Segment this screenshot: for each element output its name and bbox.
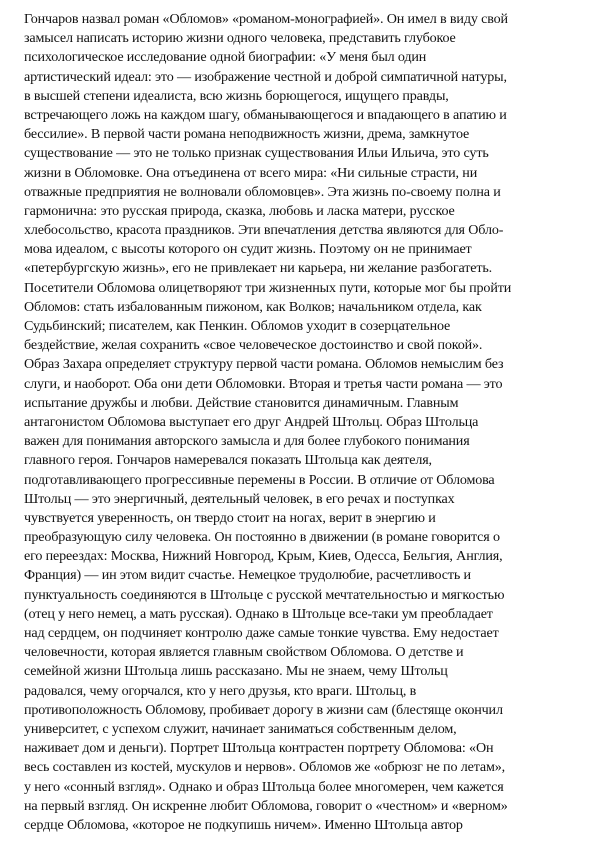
text-line: сердце Обломова, «которое не подкупишь ничем». Именно Штольца автор — [24, 816, 463, 833]
text-line: Штольц — это энергичный, деятельный человек, в его речах и поступках — [24, 490, 455, 507]
text-line: мова идеалом, с высоты которого он судит жизнь. Поэтому он не принимает — [24, 241, 472, 258]
text-line: важен для понимания авторского замысла и для более глубокого понимания — [24, 433, 470, 450]
text-line: на первый взгляд. Он искренне любит Обломова, говорит о «честном» и «верном» — [24, 797, 508, 814]
text-line: существование — это не только признак существования Ильи Ильича, это суть — [24, 145, 489, 162]
text-line: гармонична: это русская природа, сказка, любовь и ласка матери, русское — [24, 202, 455, 219]
text-line: противоположность Обломову, пробивает дорогу в жизни сам (блестяще окончил — [24, 701, 503, 718]
body-text — [24, 10, 584, 835]
text-line: пунктуальность соединяются в Штольце с русской мечтательностью и мягкостью — [24, 586, 505, 603]
text-line: радовался, чему огорчался, кто у него друзья, кто враги. Штольц, в — [24, 682, 417, 699]
text-line: подготавливающего прогрессивные перемены в России. В отличие от Обломова — [24, 471, 495, 488]
text-line: бессилие». В первой части романа неподвижность жизни, дрема, замкнутое — [24, 126, 470, 143]
text-line: Посетители Обломова олицетворяют три жизненных пути, которые мог бы пройти — [24, 279, 512, 296]
text-line: у него «сонный взгляд». Однако и образ Штольца более многомерен, чем кажется — [24, 778, 504, 795]
text-line: отважные предприятия не волновали обломовцев». Эта жизнь по-своему полна и — [24, 183, 501, 200]
text-line: бездействие, желая сохранить «свое человеческое достоинство и свой покой». — [24, 337, 483, 354]
text-line: (отец у него немец, а мать русская). Однако в Штольце все-таки ум преобладает — [24, 605, 493, 622]
text-line: в высшей степени идеалиста, всю жизнь борющегося, ищущего правды, — [24, 87, 449, 104]
text-line: преобразующую силу человека. Он постоянно в движении (в романе говорится о — [24, 529, 500, 546]
text-line: жизни в Обломовке. Она отъединена от всего мира: «Ни сильные страсти, ни — [24, 164, 478, 181]
text-line: его переездах: Москва, Нижний Новгород, Крым, Киев, Одесса, Бельгия, Англия, — [24, 548, 503, 565]
text-line: чувствуется уверенность, он твердо стоит на ногах, верит в энергию и — [24, 509, 436, 526]
text-line: Судьбинский; писателем, как Пенкин. Обломов уходит в созерцательное — [24, 318, 451, 334]
text-line: Гончаров назвал роман «Обломов» «романом-монографией». Он имел в виду свой — [24, 11, 508, 27]
text-line: семейной жизни Штольца лишь рассказано. Мы не знаем, чему Штольц — [24, 663, 448, 680]
text-line: встречающего ложь на каждом шагу, обманывающегося и впадающего в апатию и — [24, 106, 507, 123]
text-line: слуги, и наоборот. Оба они дети Обломовки. Вторая и третья части романа — это — [24, 375, 503, 392]
text-line: над сердцем, он подчиняет контролю даже самые тонкие чувства. Ему недостает — [24, 625, 499, 641]
text-line: наживает дом и деньги). Портрет Штольца контрастен портрету Обломова: «Он — [24, 740, 494, 757]
text-line: человечности, которая является главным свойством Обломова. О детстве и — [24, 644, 464, 661]
text-line: хлебосольство, красота праздников. Эти впечатления детства являются для Обло- — [24, 222, 504, 239]
text-line: главного героя. Гончаров намеревался показать Штольца как деятеля, — [24, 452, 432, 469]
text-line: весь составлен из костей, мускулов и нервов». Обломов же «обрюзг не по летам», — [24, 759, 506, 776]
text-line: Обломов: стать избалованным пижоном, как Волков; начальником отдела, как — [24, 298, 482, 315]
text-line: замысел написать историю жизни одного человека, представить глубокое — [24, 30, 456, 47]
text-line: Образ Захара определяет структуру первой части романа. Обломов немыслим без — [24, 356, 504, 373]
text-line: антагонистом Обломова выступает его друг Андрей Штольц. Образ Штольца — [24, 413, 479, 430]
text-line: испытание дружбы и любви. Действие становится динамичным. Главным — [24, 394, 459, 411]
text-line: Франция) — ин этом видит счастье. Немецкое трудолюбие, расчетливость и — [24, 567, 471, 584]
text-line: психологическое исследование одной биографии: «У меня был один — [24, 49, 427, 66]
text-line: «петербургскую жизнь», его не привлекает ни карьера, ни желание разбогатеть. — [24, 260, 493, 277]
text-line: университет, с успехом служит, начинает заниматься собственным делом, — [24, 720, 457, 737]
text-line: артистический идеал: это — изображение честной и доброй симпатичной натуры, — [24, 68, 507, 85]
